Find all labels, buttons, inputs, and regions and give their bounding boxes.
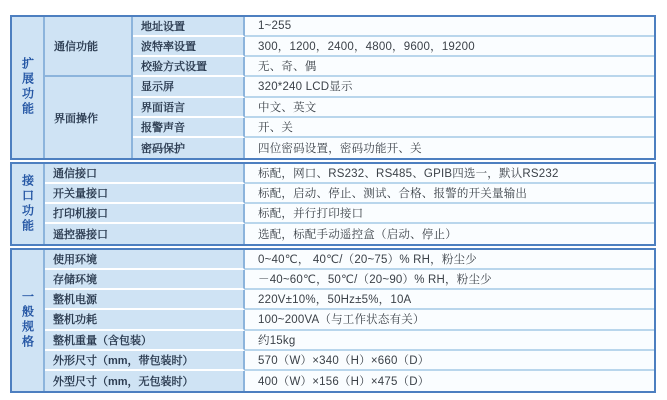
- category-label: 扩展功能: [20, 57, 35, 118]
- spec-value: 约15kg: [245, 331, 654, 351]
- spec-value: 570（W）×340（H）×660（D）: [245, 351, 654, 371]
- spec-value: 320*240 LCD显示: [245, 77, 654, 97]
- spec-label: 界面语言: [133, 98, 245, 118]
- group-label: 通信功能: [54, 41, 98, 54]
- spec-label: 外形尺寸（mm，带包装时）: [45, 351, 245, 371]
- spec-label: 密码保护: [133, 138, 245, 158]
- spec-value: 400（W）×156（H）×475（D）: [245, 371, 654, 391]
- spec-value: 100~200VA（与工作状态有关）: [245, 310, 654, 330]
- spec-value: 开、关: [245, 118, 654, 138]
- spec-value: 选配，标配手动遥控盒（启动、停止）: [245, 224, 654, 244]
- spec-label: 整机电源: [45, 290, 245, 310]
- spec-value: 1~255: [245, 17, 654, 37]
- spec-value: 标配，并行打印接口: [245, 204, 654, 224]
- category-cell-general: [12, 250, 45, 391]
- spec-label: 整机功耗: [45, 310, 245, 330]
- spec-label: 通信接口: [45, 164, 245, 184]
- section-interface-functions: [10, 162, 656, 246]
- group-cell-interface-operation: [45, 77, 133, 158]
- spec-label: 显示屏: [133, 77, 245, 97]
- spec-value: －40~60℃，50℃/（20~90）% RH，粉尘少: [245, 270, 654, 290]
- spec-label: 整机重量（含包装）: [45, 331, 245, 351]
- category-cell-interface: [12, 164, 45, 244]
- spec-label: 开关量接口: [45, 184, 245, 204]
- spec-value: 四位密码设置，密码功能开、关: [245, 138, 654, 158]
- spec-value: 220V±10%，50Hz±5%，10A: [245, 290, 654, 310]
- category-label: 接口功能: [20, 174, 35, 234]
- spec-label: 波特率设置: [133, 37, 245, 57]
- spec-label: 外型尺寸（mm，无包装时）: [45, 371, 245, 391]
- spec-label: 存储环境: [45, 270, 245, 290]
- group-cell-communication: [45, 17, 133, 77]
- spec-table: [10, 15, 656, 393]
- spec-value: 0~40℃， 40℃/（20~75）% RH，粉尘少: [245, 250, 654, 270]
- spec-value: 标配，启动、停止、测试、合格、报警的开关量输出: [245, 184, 654, 204]
- category-cell-extended: [12, 17, 45, 158]
- spec-value: 中文、英文: [245, 98, 654, 118]
- category-label: 一般规格: [20, 290, 35, 351]
- spec-label: 使用环境: [45, 250, 245, 270]
- spec-label: 遥控器接口: [45, 224, 245, 244]
- spec-value: 无、奇、偶: [245, 57, 654, 77]
- spec-value: 标配，网口、RS232、RS485、GPIB四选一，默认RS232: [245, 164, 654, 184]
- spec-value: 300，1200，2400，4800，9600，19200: [245, 37, 654, 57]
- spec-label: 报警声音: [133, 118, 245, 138]
- spec-label: 地址设置: [133, 17, 245, 37]
- section-extended-functions: [10, 15, 656, 160]
- section-general-specs: [10, 248, 656, 393]
- spec-label: 打印机接口: [45, 204, 245, 224]
- group-label: 界面操作: [54, 112, 98, 125]
- spec-label: 校验方式设置: [133, 57, 245, 77]
